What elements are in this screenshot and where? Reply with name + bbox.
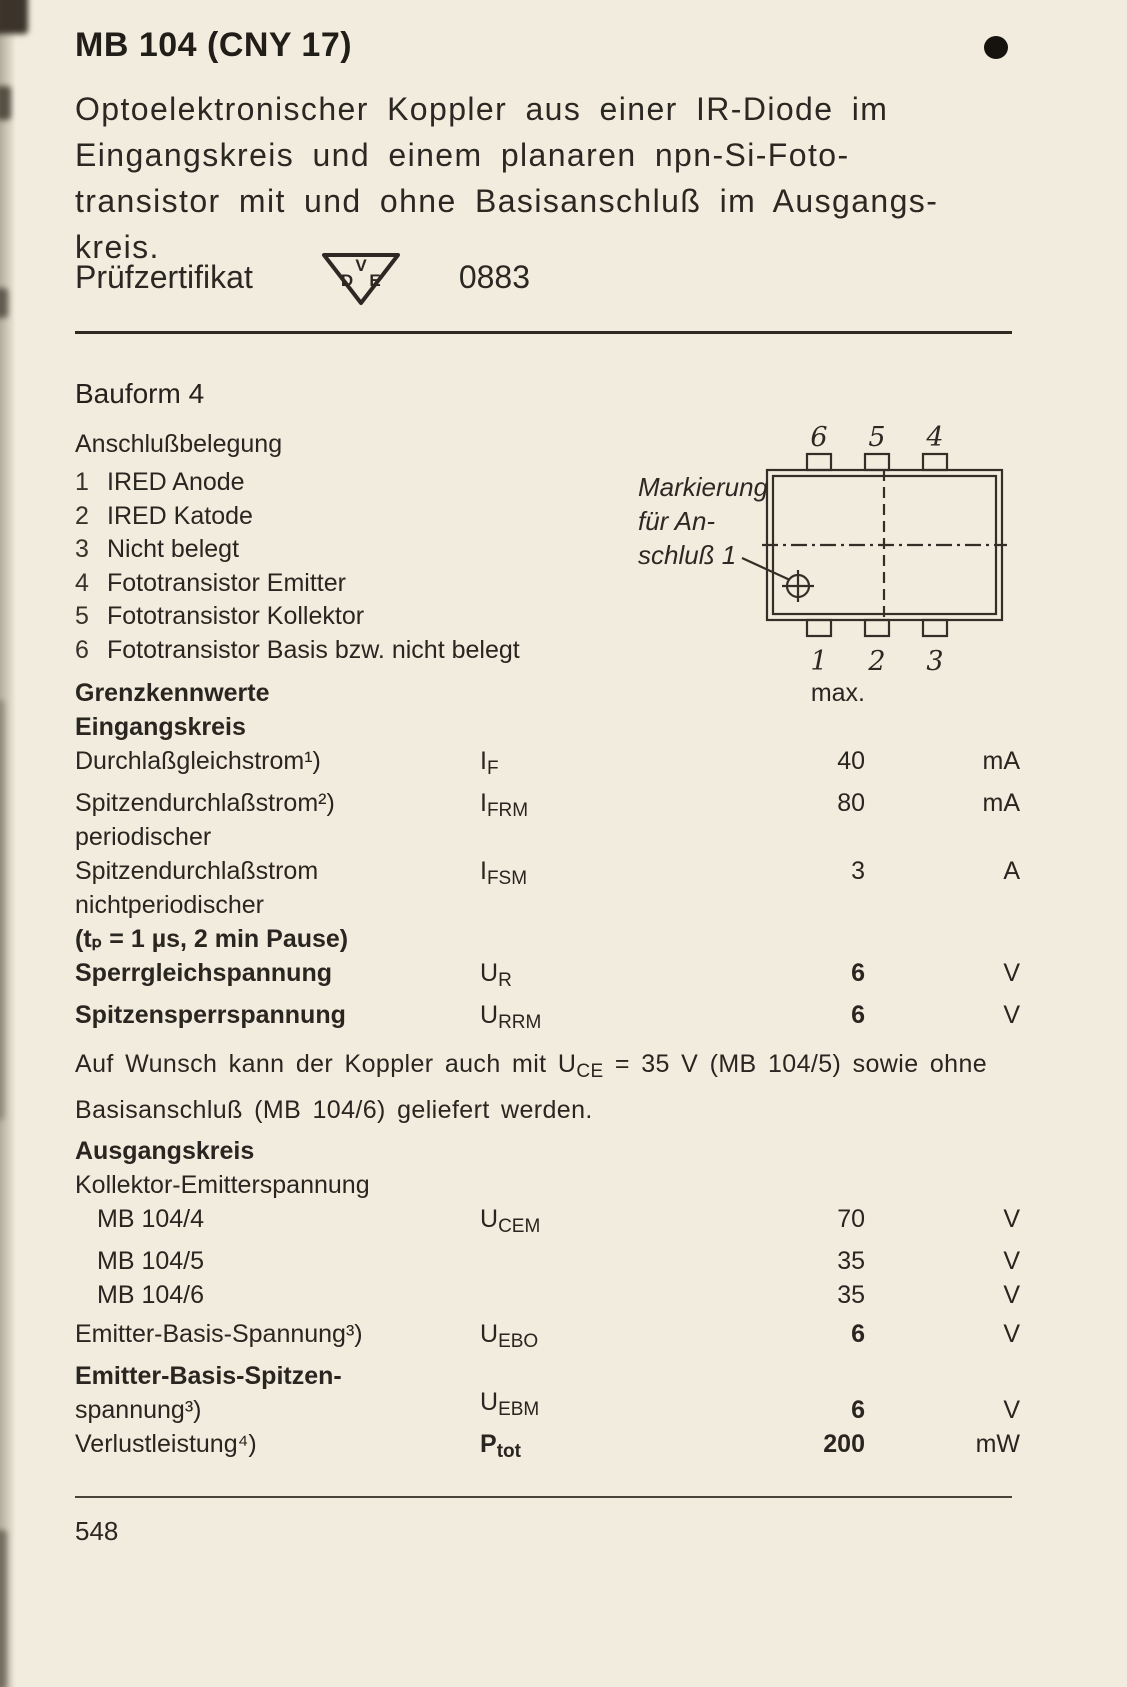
spec-name: MB 104/5	[97, 1247, 205, 1275]
spec-unit: V	[1003, 1247, 1020, 1275]
spec-name: MB 104/4	[97, 1205, 205, 1233]
symbol-base: P	[480, 1430, 497, 1458]
symbol-subscript: FRM	[486, 800, 529, 821]
bottom-pin-number: 1	[810, 646, 828, 677]
top-pin-number: 5	[868, 422, 886, 453]
pin-label: Fototransistor Emitter	[107, 568, 346, 597]
spec-value: 6	[851, 1001, 865, 1029]
spec-row	[75, 744, 1020, 786]
pin-number: 2	[75, 501, 89, 530]
spec-name: Verlustleistung⁴)	[75, 1430, 257, 1458]
pin-number: 1	[75, 468, 89, 496]
spec-row	[75, 1202, 1020, 1244]
spec-unit: mA	[982, 789, 1020, 817]
spec-name: Durchlaßgleichstrom¹)	[75, 747, 321, 775]
spec-unit: A	[1003, 857, 1020, 885]
spec-unit: V	[1003, 1281, 1020, 1309]
option-note: Auf Wunsch kann der Koppler auch mit $U_{CE} = 35$ V (MB 104/5) sowie ohne Basisanschluß (MB 104/6) geliefert werden.	[75, 1045, 1020, 1129]
spec-value: 3	[851, 857, 865, 885]
spec-value: 6	[851, 959, 865, 987]
spec-unit: V	[1003, 1205, 1020, 1233]
spec-symbol	[480, 1202, 735, 1244]
certificate-number: 0883	[458, 258, 531, 295]
spec-row	[75, 854, 1020, 956]
top-divider	[75, 331, 1012, 334]
svg-text:D: D	[340, 271, 353, 290]
spec-value: 80	[837, 789, 865, 817]
scan-artifact	[0, 288, 8, 318]
option-note-line2: Basisanschluß (MB 104/6) geliefert werden.	[75, 1096, 593, 1124]
spec-row	[75, 1427, 1020, 1469]
spec-unit: V	[1003, 1396, 1020, 1424]
top-pin-number: 6	[810, 422, 828, 453]
spec-value: 35	[837, 1281, 865, 1309]
spec-unit: V	[1003, 1001, 1020, 1029]
limits-table	[75, 676, 1020, 1469]
symbol-base: U	[480, 1205, 499, 1233]
description-line: transistor mit und ohne Basisanschluß im Ausgangs-	[75, 183, 939, 219]
pin-row	[75, 567, 520, 601]
symbol-base: U	[480, 1388, 499, 1416]
pin-row	[75, 533, 520, 567]
pin-label: Nicht belegt	[107, 535, 240, 563]
spec-value: 6	[851, 1320, 865, 1348]
spec-row	[75, 1317, 1020, 1359]
spec-unit: mA	[982, 747, 1020, 775]
description-line: kreis.	[75, 229, 160, 265]
spec-row	[75, 786, 1020, 854]
pin-number: 6	[75, 635, 89, 664]
spec-name: Spitzensperrspannung	[75, 1001, 346, 1029]
scan-artifact	[0, 1530, 7, 1687]
registration-dot	[984, 36, 1008, 59]
symbol-base: U	[557, 1050, 577, 1078]
spec-row	[75, 1278, 1020, 1312]
pin-label: Fototransistor Basis bzw. nicht belegt	[107, 635, 520, 664]
spec-symbol	[480, 956, 735, 998]
spec-name: MB 104/6	[97, 1281, 205, 1309]
scan-artifact	[0, 0, 28, 34]
bottom-divider	[75, 1496, 1012, 1498]
output-circuit-heading: Ausgangskreis	[75, 1137, 255, 1165]
spec-row	[75, 998, 1020, 1040]
pin-row	[75, 500, 520, 534]
pin-label: Fototransistor Kollektor	[107, 602, 365, 630]
symbol-subscript: FSM	[486, 868, 528, 889]
input-circuit-heading: Eingangskreis	[75, 713, 246, 741]
symbol-base: I	[480, 789, 487, 817]
page-title: MB 104 (CNY 17)	[75, 26, 353, 64]
pin-number: 5	[75, 602, 89, 630]
bauform-heading: Bauform 4	[75, 378, 205, 409]
marking-label-line: für An-	[638, 506, 716, 536]
symbol-base: U	[480, 959, 499, 987]
description-line: Eingangskreis und einem planaren npn-Si-Foto-	[75, 137, 850, 173]
vde-logo-icon	[317, 246, 405, 308]
pin-number: 4	[75, 568, 89, 597]
marking-label-line: schluß 1	[638, 540, 737, 570]
limits-heading: Grenzkennwerte	[75, 679, 270, 707]
spec-name: Emitter-Basis-Spitzen- spannung³)	[75, 1362, 342, 1424]
pin-row	[75, 466, 520, 500]
limits-header-row	[75, 676, 1020, 710]
spec-symbol	[480, 854, 735, 896]
spec-row	[75, 956, 1020, 998]
symbol-subscript: EBM	[498, 1399, 540, 1420]
bottom-pin-number: 3	[926, 646, 944, 677]
bottom-pin-number: 2	[868, 646, 886, 677]
symbol-base: U	[480, 1320, 499, 1348]
spec-row	[75, 1359, 1020, 1427]
pin-row	[75, 634, 520, 668]
scan-artifact	[0, 700, 5, 1120]
spec-row	[75, 1244, 1020, 1278]
pin-number: 3	[75, 535, 89, 563]
description-line: Optoelektronischer Koppler aus einer IR-Diode im	[75, 91, 889, 127]
symbol-subscript: tot	[496, 1441, 521, 1462]
spec-name: Emitter-Basis-Spannung³)	[75, 1320, 363, 1348]
description-paragraph	[75, 86, 1025, 270]
spec-value: 6	[851, 1396, 865, 1424]
symbol-subscript: RRM	[498, 1012, 542, 1033]
certificate-line	[75, 246, 530, 308]
marking-label-line: Markierung	[638, 472, 769, 502]
symbol-base: I	[480, 857, 487, 885]
package-diagram	[612, 408, 1024, 680]
spec-value: 200	[823, 1430, 865, 1458]
spec-symbol	[480, 744, 735, 786]
svg-text:E: E	[369, 271, 381, 290]
symbol-base: I	[480, 747, 487, 775]
spec-value: 70	[837, 1205, 865, 1233]
symbol-subscript: EBO	[498, 1331, 539, 1352]
scan-artifact	[0, 86, 11, 120]
pin-row	[75, 600, 520, 634]
certificate-label: Prüfzertifikat	[75, 258, 253, 295]
spec-value: 35	[837, 1247, 865, 1275]
pin-label: IRED Katode	[107, 501, 253, 530]
spec-unit: V	[1003, 959, 1020, 987]
symbol-subscript: CEM	[498, 1216, 541, 1237]
symbol-subscript: F	[486, 758, 499, 779]
page-number: 548	[75, 1516, 119, 1546]
spec-name: Sperrgleichspannung	[75, 959, 332, 987]
spec-value: 40	[837, 747, 865, 775]
max-label: max.	[810, 679, 865, 707]
spec-name: Spitzendurchlaßstrom nichtperiodischer (tₚ = 1 µs, 2 min Pause)	[75, 857, 349, 953]
symbol-subscript: R	[498, 970, 512, 991]
spec-symbol	[480, 998, 735, 1040]
symbol-base: U	[480, 1001, 499, 1029]
spec-symbol	[480, 1317, 735, 1359]
top-pin-number: 4	[926, 422, 944, 453]
pin-assignment-list	[75, 466, 520, 667]
spec-name: Spitzendurchlaßstrom²) periodischer	[75, 789, 335, 851]
spec-unit: mW	[975, 1430, 1020, 1458]
symbol-subscript: CE	[576, 1061, 604, 1082]
pin-label: IRED Anode	[107, 468, 245, 496]
output-intro: Kollektor-Emitterspannung	[75, 1171, 370, 1199]
spec-unit: V	[1003, 1320, 1020, 1348]
spec-symbol	[480, 786, 735, 828]
svg-text:V: V	[355, 256, 367, 275]
pin-assignment-heading: Anschlußbelegung	[75, 430, 283, 458]
spec-symbol	[480, 1385, 735, 1427]
spec-symbol	[480, 1427, 735, 1469]
